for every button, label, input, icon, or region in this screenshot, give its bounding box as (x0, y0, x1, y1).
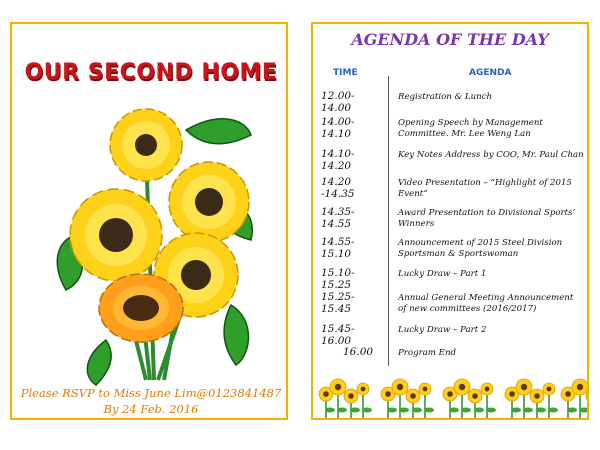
agenda-time: 16.00 (343, 346, 374, 358)
agenda-time: 15.25-15.45 (321, 291, 355, 315)
agenda-time: 14.55-15.10 (321, 236, 355, 260)
agenda-panel (311, 22, 589, 420)
agenda-time: 14.10-14.20 (321, 148, 355, 172)
sunflower-bouquet-illustration (46, 90, 256, 390)
agenda-time: 12.00-14.00 (321, 90, 355, 114)
agenda-time: 14.00-14.10 (321, 116, 355, 140)
column-divider (388, 76, 389, 366)
sunflower-border-decoration (313, 374, 587, 418)
agenda-description: Video Presentation – “Highlight of 2015 Event” (398, 178, 572, 199)
agenda-column-header: AGENDA (469, 68, 512, 78)
agenda-description: Award Presentation to Divisional Sports’ Winners (398, 208, 576, 229)
agenda-description: Registration & Lunch (398, 92, 493, 102)
rsvp-contact-line: Please RSVP to Miss June Lim@0123841487 (20, 386, 282, 400)
agenda-description: Opening Speech by Management Committee. Mr. Lee Weng Lan (398, 118, 543, 139)
agenda-time: 15.45-16.00 (321, 323, 355, 347)
agenda-time: 14.20 -14.35 (321, 176, 355, 200)
agenda-time: 15.10-15.25 (321, 267, 355, 291)
agenda-description: Lucky Draw – Part 2 (398, 325, 487, 335)
time-column-header: TIME (333, 68, 358, 78)
agenda-title: AGENDA OF THE DAY (351, 30, 549, 49)
agenda-description: Announcement of 2015 Steel Division Sportsman & Sportswoman (398, 238, 563, 259)
rsvp-deadline-line: By 24 Feb. 2016 (103, 402, 199, 416)
invitation-cover-panel (10, 22, 288, 420)
agenda-description: Program End (398, 348, 456, 358)
agenda-description: Lucky Draw – Part 1 (398, 269, 487, 279)
agenda-time: 14.35-14.55 (321, 206, 355, 230)
agenda-description: Key Notes Address by COO, Mr. Paul Chan (398, 150, 584, 160)
agenda-description: Annual General Meeting Announcement of new committees (2016/2017) (398, 293, 574, 314)
event-title: OUR SECOND HOME (24, 60, 278, 85)
